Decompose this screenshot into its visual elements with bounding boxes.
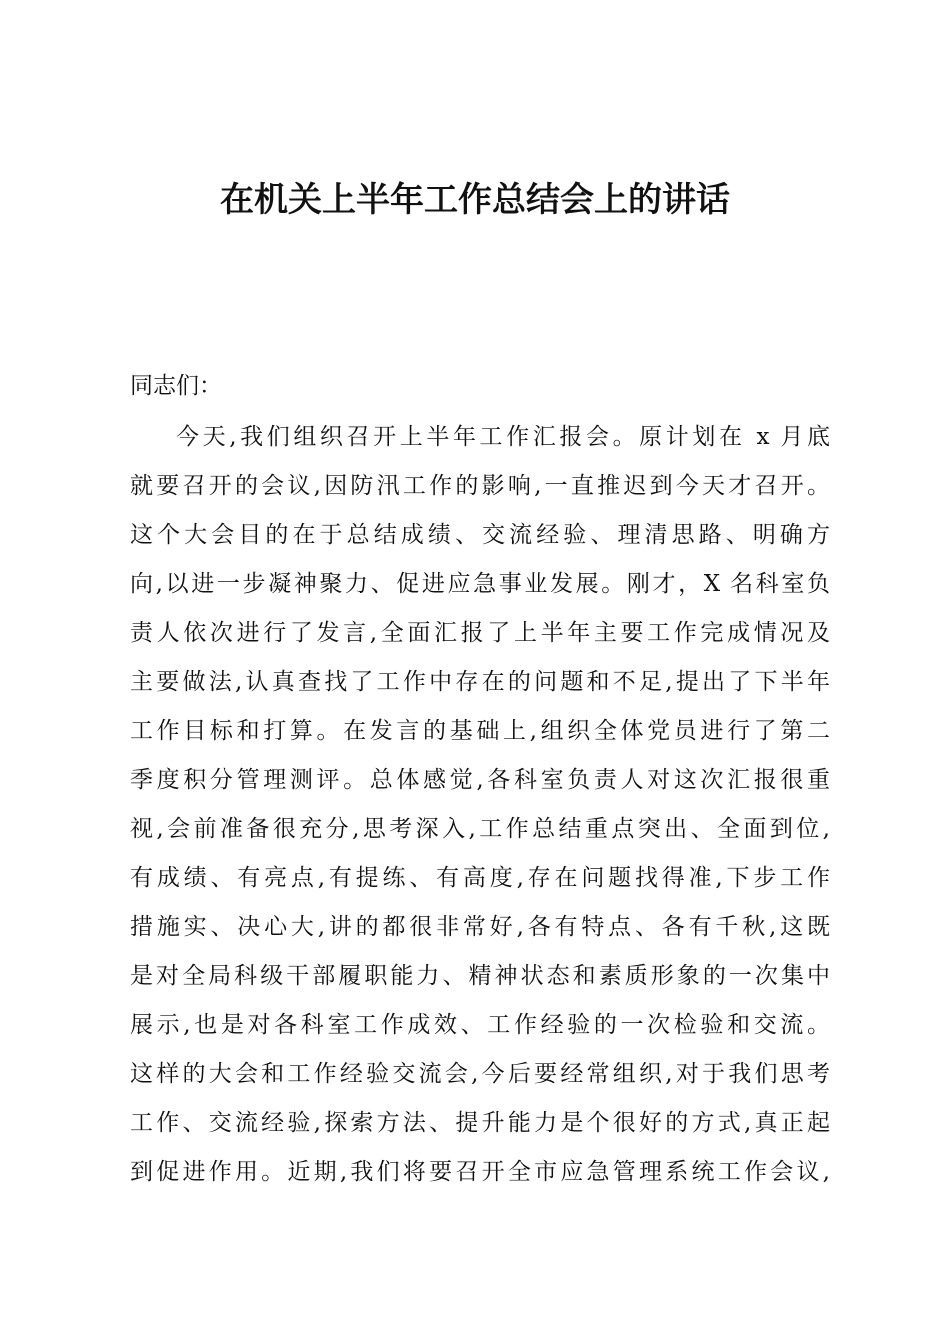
paragraph-line: 主要做法,认真查找了工作中存在的问题和不足,提出了下半年 xyxy=(130,669,830,695)
paragraph-line: 季度积分管理测评。总体感觉,各科室负责人对这次汇报很重 xyxy=(130,767,830,793)
paragraph-line: 就要召开的会议,因防汛工作的影响,一直推迟到今天才召开。 xyxy=(130,473,830,499)
paragraph-line: 到促进作用。近期,我们将要召开全市应急管理系统工作会议, xyxy=(130,1159,830,1185)
body-paragraph xyxy=(130,417,830,1201)
paragraph-line: 视,会前准备很充分,思考深入,工作总结重点突出、全面到位, xyxy=(130,816,830,842)
paragraph-line: 今天,我们组织召开上半年工作汇报会。原计划在 x 月底 xyxy=(176,424,830,450)
paragraph-line: 展示,也是对各科室工作成效、工作经验的一次检验和交流。 xyxy=(130,1012,830,1038)
paragraph-line: 工作目标和打算。在发言的基础上,组织全体党员进行了第二 xyxy=(130,718,830,744)
paragraph-line: 有成绩、有亮点,有提练、有高度,存在问题找得准,下步工作 xyxy=(130,865,830,891)
paragraph-line: 向,以进一步凝神聚力、促进应急事业发展。刚才，X 名科室负 xyxy=(130,571,830,597)
paragraph-line: 是对全局科级干部履职能力、精神状态和素质形象的一次集中 xyxy=(130,963,830,989)
paragraph-line: 这个大会目的在于总结成绩、交流经验、理清思路、明确方 xyxy=(130,522,830,548)
paragraph-line: 这样的大会和工作经验交流会,今后要经常组织,对于我们思考 xyxy=(130,1061,830,1087)
paragraph-line: 责人依次进行了发言,全面汇报了上半年主要工作完成情况及 xyxy=(130,620,830,646)
salutation: 同志们： xyxy=(130,373,222,399)
document-title: 在机关上半年工作总结会上的讲话 xyxy=(220,180,730,220)
paragraph-line: 工作、交流经验,探索方法、提升能力是个很好的方式,真正起 xyxy=(130,1110,830,1136)
paragraph-line: 措施实、决心大,讲的都很非常好,各有特点、各有千秋,这既 xyxy=(130,914,830,940)
